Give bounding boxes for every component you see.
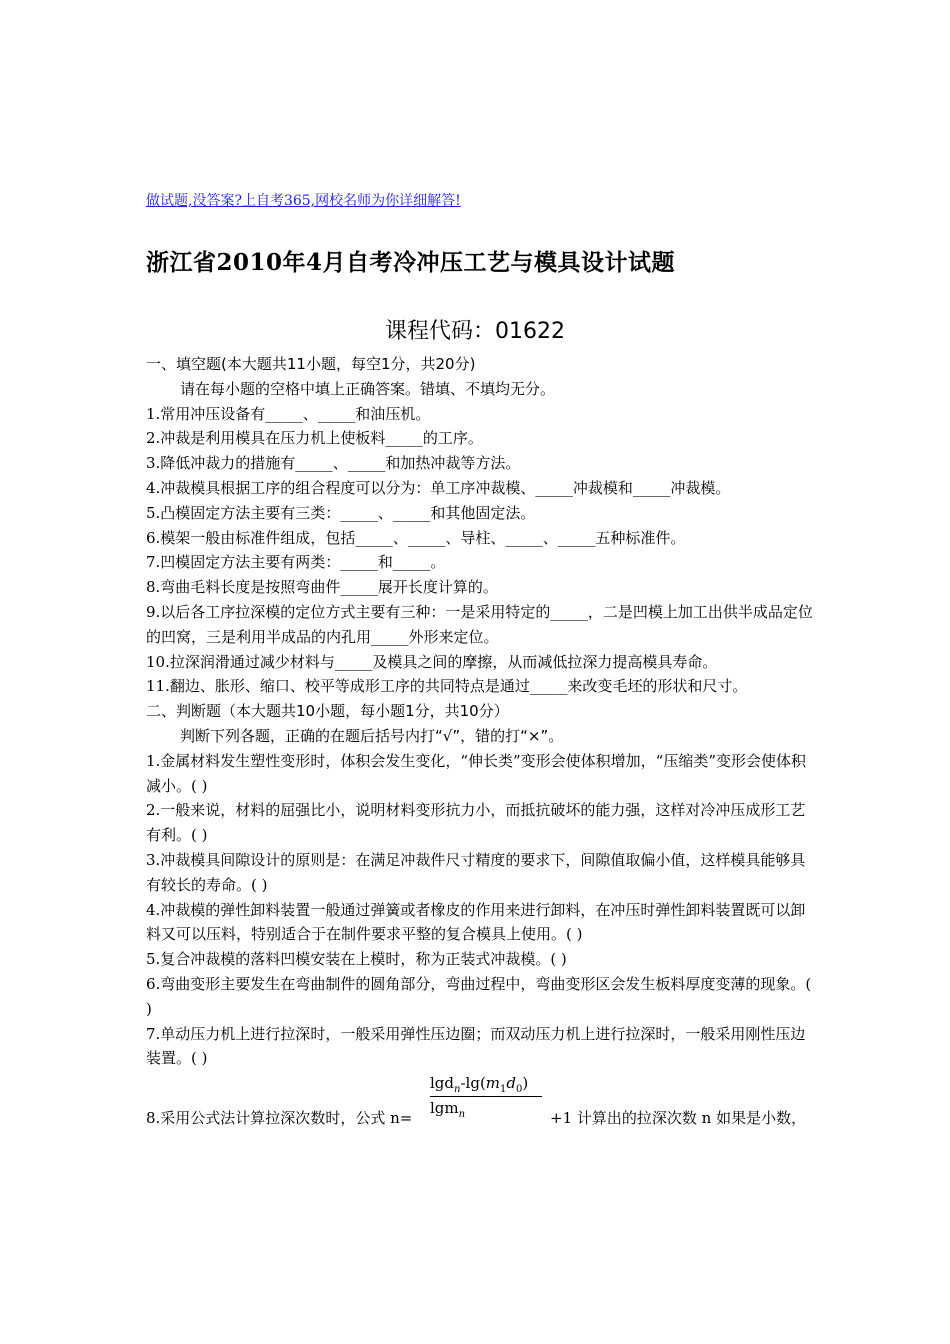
- question-item: 10.拉深润滑通过减少材料与_____及模具之间的摩擦，从而减低拉深力提高模具寿命。: [146, 652, 718, 671]
- question-item: 8.弯曲毛料长度是按照弯曲件_____展开长度计算的。: [146, 578, 498, 597]
- exam-body: [146, 352, 816, 1071]
- section1-heading: 一、填空题(本大题共11小题，每空1分，共20分): [146, 355, 476, 373]
- question-item: 5.凸模固定方法主要有三类：_____、_____和其他固定法。: [146, 503, 536, 522]
- formula-numerator: $\lg d_n-\lg(m_1d_0)$: [430, 1074, 529, 1095]
- formula-denominator: lgm$_n$: [430, 1099, 466, 1120]
- question-item: 9.以后各工序拉深模的定位方式主要有三种：一是采用特定的_____，二是凹模上加工出供半成品定位的凹窝，三是利用半成品的内孔用_____外形来定位。: [146, 602, 813, 646]
- question-item: 1.金属材料发生塑性变形时，体积会发生变化，“伸长类”变形会使体积增加，“压缩类”变形会使体积减小。( ): [146, 751, 806, 795]
- course-code: 课程代码：01622: [385, 319, 565, 344]
- question-item: 1.常用冲压设备有_____、_____和油压机。: [146, 404, 431, 423]
- question-item: 5.复合冲裁模的落料凹模安装在上模时，称为正装式冲裁模。( ): [146, 950, 567, 969]
- question-item: 3.降低冲裁力的措施有_____、_____和加热冲裁等方法。: [146, 454, 521, 473]
- section2-instruction: 判断下列各题，正确的在题后括号内打“√”，错的打“×”。: [180, 726, 564, 745]
- question-item: 7.凹模固定方法主要有两类：_____和_____。: [146, 553, 446, 572]
- question-item: 4.冲裁模的弹性卸料装置一般通过弹簧或者橡皮的作用来进行卸料，在冲压时弹性卸料装置既可以卸料又可以压料，特别适合于在制件要求平整的复合模具上使用。( ): [146, 900, 806, 944]
- formula-question: [146, 1072, 826, 1132]
- section1-instruction: 请在每小题的空格中填上正确答案。错填、不填均无分。: [180, 379, 556, 398]
- question-item: 6.弯曲变形主要发生在弯曲制件的圆角部分，弯曲过程中，弯曲变形区会发生板料厚度变薄的现象。( ): [146, 974, 812, 1018]
- question-item: 7.单动压力机上进行拉深时，一般采用弹性压边圈；而双动压力机上进行拉深时，一般采用刚性压边装置。( ): [146, 1024, 806, 1068]
- page-title: 浙江省2010年4月自考冷冲压工艺与模具设计试题: [146, 249, 676, 276]
- question-item: 6.模架一般由标准件组成，包括_____、_____、导柱、_____、_____五种标准件。: [146, 528, 686, 547]
- promo-link[interactable]: 做试题,没答案?上自考365,网校名师为你详细解答!: [146, 193, 461, 209]
- question-item: 3.冲裁模具间隙设计的原则是：在满足冲裁件尺寸精度的要求下，间隙值取偏小值，这样模具能够具有较长的寿命。( ): [146, 850, 806, 894]
- question-item: 2.冲裁是利用模具在压力机上使板料_____的工序。: [146, 429, 483, 448]
- question-item: 11.翻边、胀形、缩口、校平等成形工序的共同特点是通过_____来改变毛坯的形状和尺寸。: [146, 677, 748, 696]
- formula-prefix: 8.采用公式法计算拉深次数时，公式 n=: [146, 1109, 413, 1127]
- fraction-bar: [430, 1096, 542, 1097]
- question-item: 2.一般来说，材料的屈强比小，说明材料变形抗力小，而抵抗破坏的能力强，这样对冷冲压成形工艺有利。( ): [146, 801, 806, 845]
- formula-suffix: +1 计算出的拉深次数 n 如果是小数，: [550, 1109, 807, 1127]
- section2-heading: 二、判断题（本大题共10小题，每小题1分，共10分）: [146, 702, 509, 721]
- question-item: 4.冲裁模具根据工序的组合程度可以分为：单工序冲裁模、_____冲裁模和_____冲裁模。: [146, 478, 731, 497]
